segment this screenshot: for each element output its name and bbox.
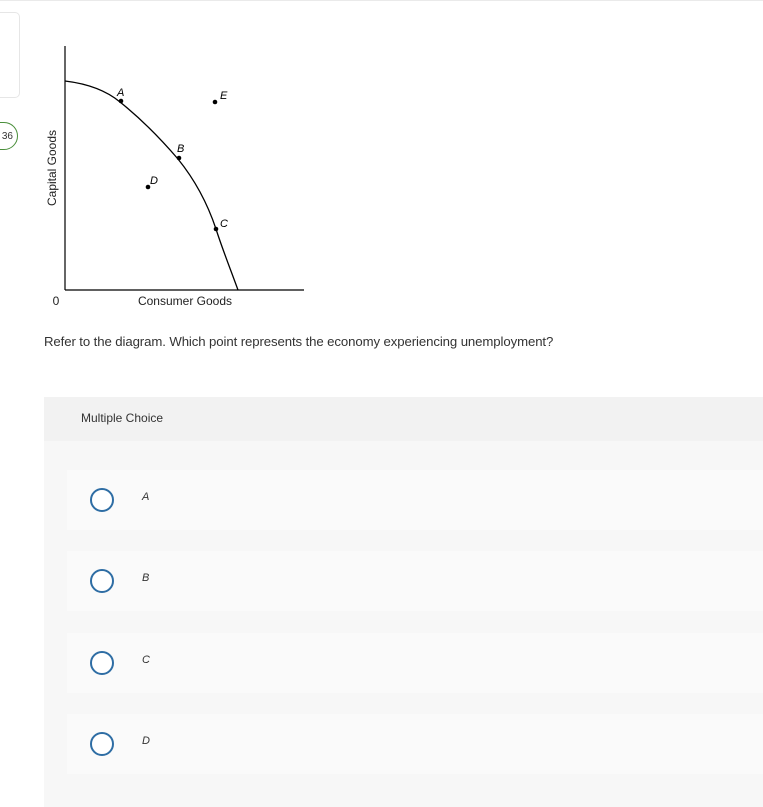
choice-option-c[interactable]	[67, 633, 763, 693]
point-e-dot	[213, 100, 218, 105]
y-axis-label: Capital Goods	[45, 129, 59, 207]
point-c-label: C	[220, 218, 228, 230]
choice-option-a[interactable]	[67, 470, 763, 530]
choice-label-d: D	[142, 735, 150, 747]
choice-option-d[interactable]	[67, 714, 763, 774]
choice-label-a: A	[142, 491, 150, 503]
ppf-diagram-svg	[30, 36, 320, 326]
point-b-dot	[177, 156, 182, 161]
choice-label-b: B	[142, 572, 150, 584]
multiple-choice-panel	[44, 397, 763, 807]
question-text: Refer to the diagram. Which point represents the economy experiencing unemployment?	[44, 334, 554, 349]
choice-label-c: C	[142, 654, 150, 666]
choices-header	[44, 397, 763, 441]
side-panel-card	[0, 12, 20, 98]
point-a-label: A	[117, 87, 125, 99]
choices-header-label: Multiple Choice	[81, 411, 164, 425]
point-a-dot	[119, 99, 124, 104]
question-number-badge[interactable]: 36	[0, 122, 18, 150]
choice-option-b[interactable]	[67, 551, 763, 611]
radio-button-b[interactable]	[90, 569, 114, 593]
point-c-dot	[214, 227, 219, 232]
radio-button-a[interactable]	[90, 488, 114, 512]
top-divider	[0, 0, 763, 1]
origin-label: 0	[52, 294, 60, 308]
point-d-label: D	[150, 175, 158, 187]
point-e-label: E	[220, 90, 228, 102]
radio-button-c[interactable]	[90, 651, 114, 675]
point-b-label: B	[177, 143, 185, 155]
radio-button-d[interactable]	[90, 732, 114, 756]
x-axis-label: Consumer Goods	[137, 294, 233, 308]
ppf-diagram	[30, 36, 320, 326]
